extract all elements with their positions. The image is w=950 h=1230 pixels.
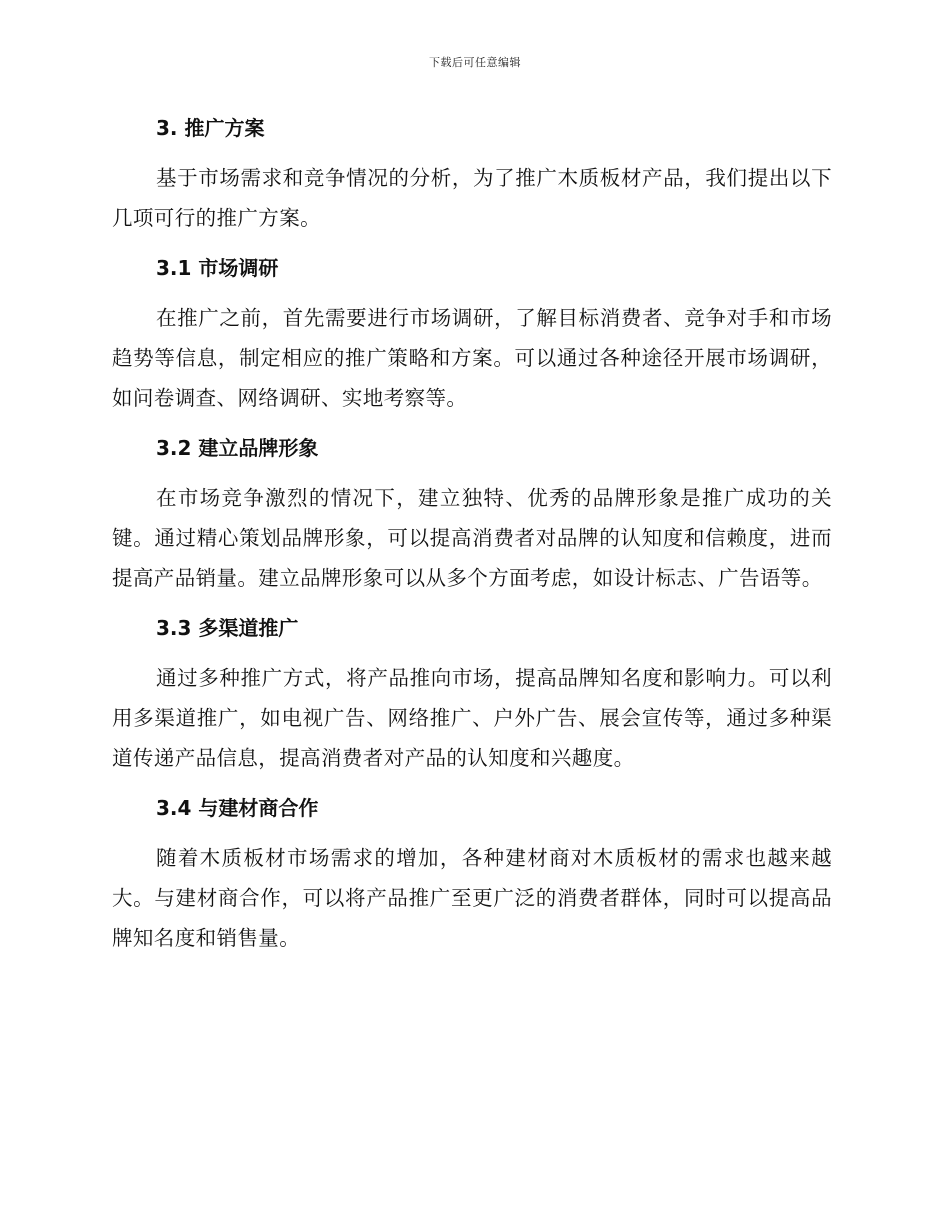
subsection-body-3-1: 在推广之前，首先需要进行市场调研，了解目标消费者、竞争对手和市场趋势等信息，制定相应的推广策略和方案。可以通过各种途径开展市场调研，如问卷调查、网络调研、实地考察等。 <box>112 306 832 410</box>
subsection-title-3-1: 3.1 市场调研 <box>156 256 279 280</box>
subsection-title-3-3: 3.3 多渠道推广 <box>156 616 299 640</box>
subsection-title-3-4: 3.4 与建材商合作 <box>156 796 319 820</box>
subsection-title-3-2: 3.2 建立品牌形象 <box>156 436 319 460</box>
header-note: 下载后可任意编辑 <box>429 56 521 69</box>
section-intro: 基于市场需求和竞争情况的分析，为了推广木质板材产品，我们提出以下几项可行的推广方案。 <box>112 166 832 230</box>
subsection-body-3-2: 在市场竞争激烈的情况下，建立独特、优秀的品牌形象是推广成功的关键。通过精心策划品牌形象，可以提高消费者对品牌的认知度和信赖度，进而提高产品销量。建立品牌形象可以从多个方面考虑，如设计标志、广告语等。 <box>112 486 832 590</box>
subsection-body-3-3: 通过多种推广方式，将产品推向市场，提高品牌知名度和影响力。可以利用多渠道推广，如电视广告、网络推广、户外广告、展会宣传等，通过多种渠道传递产品信息，提高消费者对产品的认知度和兴趣度。 <box>112 666 832 770</box>
subsection-body-3-4: 随着木质板材市场需求的增加，各种建材商对木质板材的需求也越来越大。与建材商合作，可以将产品推广至更广泛的消费者群体，同时可以提高品牌知名度和销售量。 <box>112 846 832 950</box>
section-title: 3. 推广方案 <box>156 116 265 140</box>
document-body <box>112 108 832 958</box>
